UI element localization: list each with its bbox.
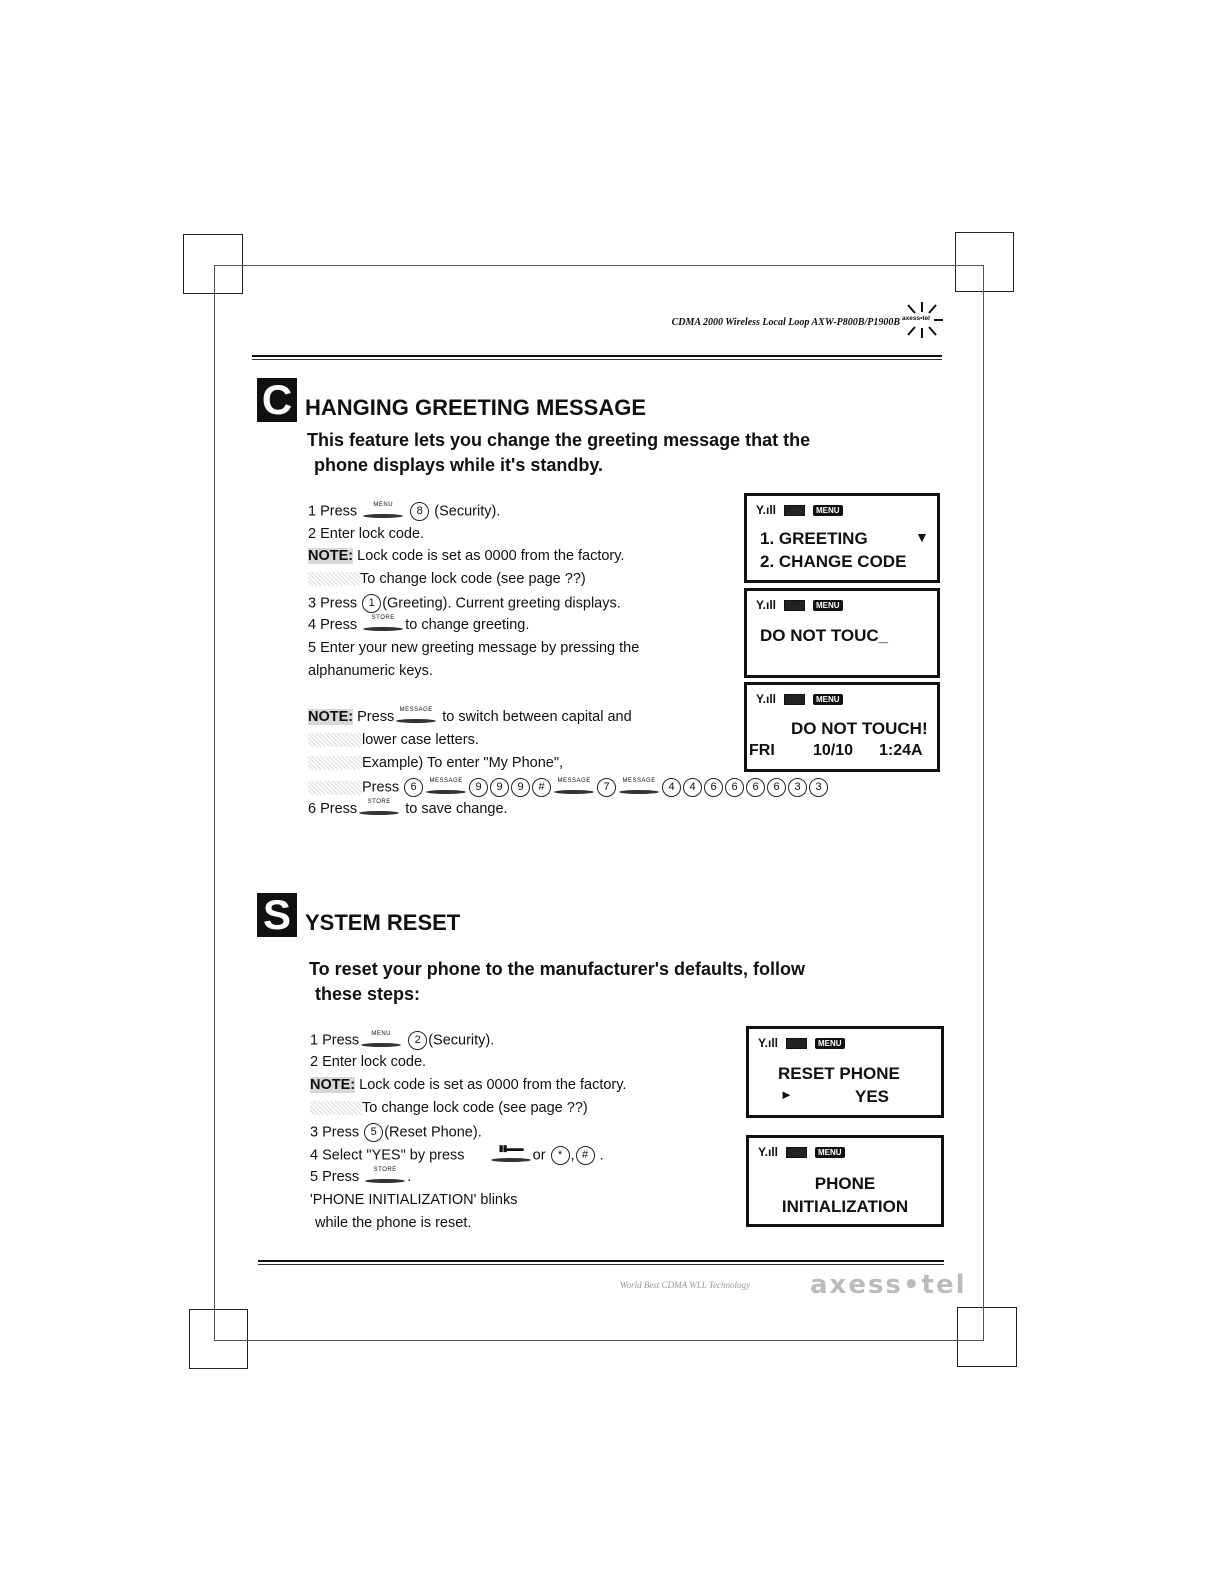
s1-note2-line4: Press 6 MESSAGE 9 9 9 # MESSAGE 7 MESSAGE 4 4 6 6 6 6 3 3: [308, 778, 829, 797]
s1-step5-line2: alphanumeric keys.: [308, 663, 433, 679]
battery-icon: [784, 600, 805, 611]
footer-tagline: World Best CDMA WLL Technology: [620, 1280, 751, 1290]
menu-badge: MENU: [813, 505, 843, 516]
lcd3-time: 1:24A: [879, 742, 923, 759]
battery-icon: [786, 1147, 807, 1158]
lcd-screen-editing: [744, 588, 940, 678]
key-8-icon: 8: [410, 502, 429, 521]
key-4-icon: 4: [662, 778, 681, 797]
lcd-screen-phone-initialization: [746, 1135, 944, 1227]
brand-logo-small: [900, 300, 944, 340]
key-star-icon: *: [551, 1146, 570, 1165]
lcd-screen-greeting-menu: [744, 493, 940, 583]
s2-note: NOTE: Lock code is set as 0000 from the factory.: [310, 1077, 627, 1093]
message-key-icon: MESSAGE: [394, 710, 438, 724]
battery-icon: [784, 694, 805, 705]
brand-logo-small-text: axess•tel: [902, 315, 930, 322]
key-sequence: [403, 779, 829, 795]
key-9-icon: 9: [490, 778, 509, 797]
section2-subtitle-1: To reset your phone to the manufacturer's defaults, follow: [309, 959, 806, 979]
navigation-key-icon: ▮▮▬▬: [489, 1149, 533, 1163]
message-key-icon: MESSAGE: [424, 781, 468, 795]
key-9-icon: 9: [511, 778, 530, 797]
lcd3-line1: DO NOT TOUCH!: [791, 719, 928, 738]
key-3-icon: 3: [788, 778, 807, 797]
s2-blink-line2: while the phone is reset.: [315, 1215, 472, 1231]
section1-subtitle-1: This feature lets you change the greeting message that the: [307, 430, 811, 450]
section1-subtitle-2: phone displays while it's standby.: [314, 455, 604, 475]
section2-subtitle-2: these steps:: [315, 984, 421, 1004]
lcd5-line1: PHONE: [814, 1174, 876, 1193]
key-4-icon: 4: [683, 778, 702, 797]
message-key-icon: MESSAGE: [552, 781, 596, 795]
s2-step2: 2 Enter lock code.: [310, 1054, 427, 1070]
header-title: CDMA 2000 Wireless Local Loop AXW-P800B/P1900B: [671, 317, 900, 328]
s2-step4: 4 Select "YES" by press ▮▮▬▬ or * , # .: [310, 1142, 604, 1164]
lcd4-line2: YES: [855, 1087, 890, 1106]
store-key-icon: STORE: [361, 618, 405, 632]
s2-step5: 5 Press STORE .: [310, 1167, 412, 1185]
lcd5-line2: INITIALIZATION: [781, 1197, 909, 1216]
s2-blink-line1: 'PHONE INITIALIZATION' blinks: [310, 1192, 518, 1208]
s1-step5-line1: 5 Enter your new greeting message by pressing the: [308, 640, 640, 656]
s2-note-line2: To change lock code (see page ??): [310, 1100, 588, 1116]
menu-badge: MENU: [813, 694, 843, 705]
section2-title: YSTEM RESET: [305, 910, 461, 935]
key-3-icon: 3: [809, 778, 828, 797]
lcd1-line1: 1. GREETING: [760, 529, 868, 548]
footer-rule: [258, 1260, 944, 1265]
s1-step4: 4 Press STORE to change greeting.: [308, 615, 530, 633]
menu-badge: MENU: [813, 600, 843, 611]
key-5-icon: 5: [364, 1123, 383, 1142]
battery-icon: [784, 505, 805, 516]
key-1-icon: 1: [362, 594, 381, 613]
section1-initial-letter: C: [257, 378, 297, 422]
s1-note1-line2: To change lock code (see page ??): [308, 571, 586, 587]
s1-step3: 3 Press 1 (Greeting). Current greeting displays.: [308, 595, 621, 612]
message-key-icon: MESSAGE: [617, 781, 661, 795]
key-6-icon: 6: [746, 778, 765, 797]
s1-step2: 2 Enter lock code.: [308, 526, 425, 542]
lcd1-line2: 2. CHANGE CODE: [760, 552, 907, 571]
lcd4-line1: RESET PHONE: [778, 1064, 900, 1083]
scroll-down-arrow-icon: ▼: [915, 529, 929, 545]
lcd-screen-standby: [744, 682, 940, 772]
key-6-icon: 6: [725, 778, 744, 797]
signal-icon: Y.ıll: [758, 1036, 779, 1050]
header-rule: [252, 355, 942, 360]
s1-step1: 1 Press MENU 8 (Security).: [308, 501, 501, 520]
store-key-icon: STORE: [363, 1170, 407, 1184]
menu-badge: MENU: [815, 1147, 845, 1158]
menu-key-icon: MENU: [359, 1034, 403, 1048]
menu-badge: MENU: [815, 1038, 845, 1049]
section1-title: HANGING GREETING MESSAGE: [305, 395, 647, 420]
key-6-icon: 6: [704, 778, 723, 797]
s1-note2-line3: Example) To enter "My Phone",: [308, 755, 563, 771]
key-7-icon: 7: [597, 778, 616, 797]
section2-initial-letter: S: [257, 893, 297, 937]
lcd3-day: FRI: [749, 742, 775, 759]
signal-icon: Y.ıll: [756, 598, 777, 612]
s2-step1: 1 Press MENU 2 (Security).: [310, 1030, 495, 1049]
footer-brand-logo: axess•tel: [810, 1270, 967, 1300]
s1-note2: NOTE: Press MESSAGE to switch between capital and: [308, 707, 632, 725]
key-6-icon: 6: [404, 778, 423, 797]
store-key-icon: STORE: [357, 802, 401, 816]
menu-key-icon: MENU: [361, 505, 405, 519]
s1-note1: NOTE: Lock code is set as 0000 from the factory.: [308, 548, 625, 564]
signal-icon: Y.ıll: [758, 1145, 779, 1159]
lcd-screen-reset-phone: [746, 1026, 944, 1118]
key-hash-icon: #: [576, 1146, 595, 1165]
signal-icon: Y.ıll: [756, 692, 777, 706]
battery-icon: [786, 1038, 807, 1049]
lcd2-line1: DO NOT TOUC_: [760, 626, 889, 645]
key-6-icon: 6: [767, 778, 786, 797]
lcd3-date: 10/10: [813, 742, 854, 759]
s2-step3: 3 Press 5 (Reset Phone).: [310, 1124, 482, 1141]
s1-note2-line2: lower case letters.: [308, 732, 479, 748]
signal-icon: Y.ıll: [756, 503, 777, 517]
selection-arrow-icon: ►: [780, 1087, 793, 1102]
key-9-icon: 9: [469, 778, 488, 797]
key-hash-icon: #: [532, 778, 551, 797]
s1-step6: 6 Press STORE to save change.: [308, 799, 508, 817]
key-2-icon: 2: [408, 1031, 427, 1050]
